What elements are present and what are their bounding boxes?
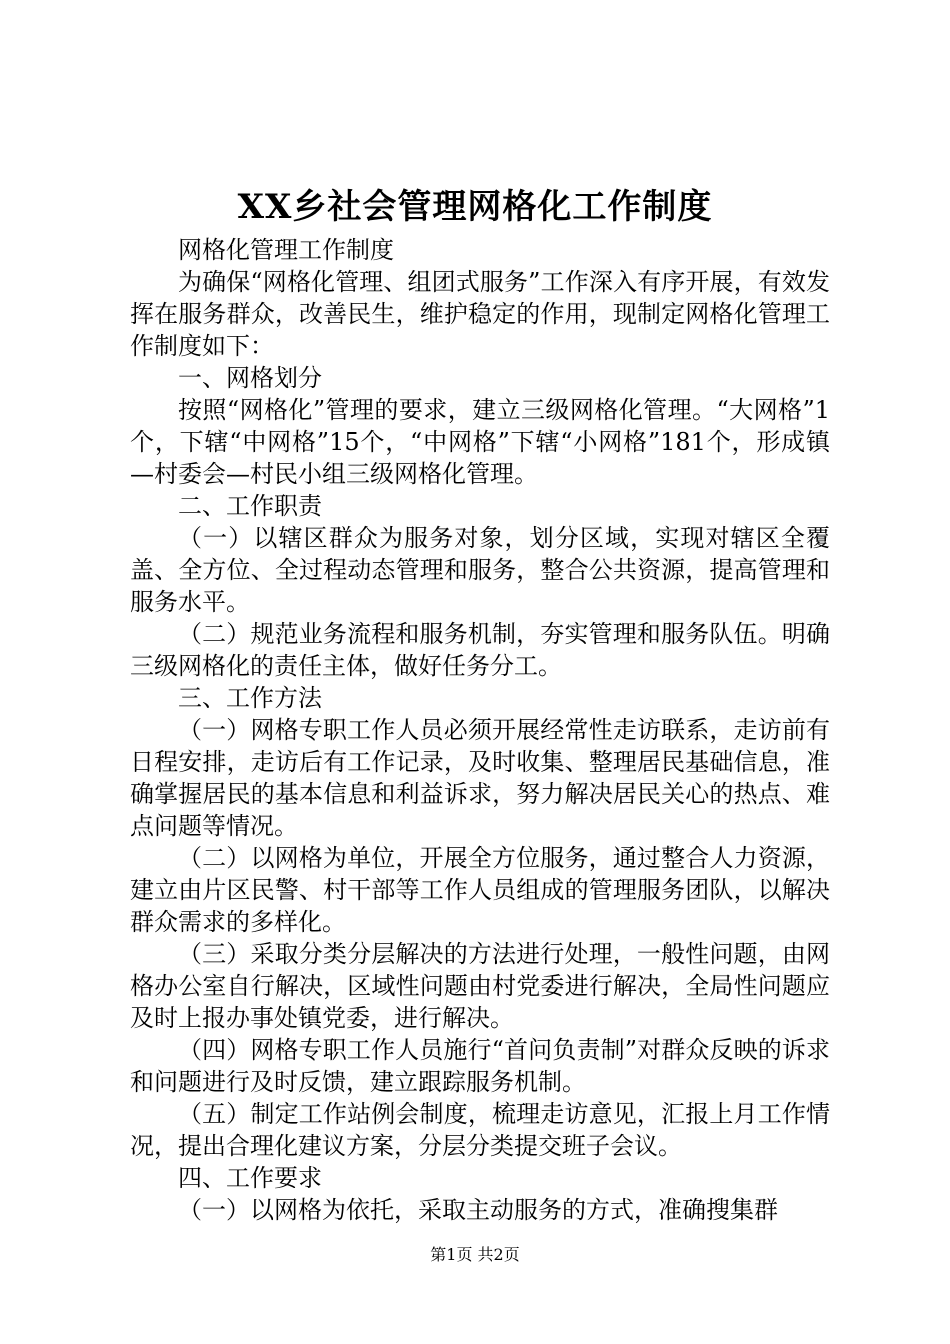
section-heading-4: 四、工作要求	[178, 1164, 322, 1192]
section-heading-3: 三、工作方法	[178, 684, 322, 712]
page-footer: 第1页 共2页	[430, 1245, 520, 1264]
document-body	[130, 234, 830, 1226]
paragraph: （五）制定工作站例会制度，梳理走访意见，汇报上月工作情况，提出合理化建议方案，分层分类提交班子会议。	[130, 1100, 830, 1160]
paragraph: 按照“网格化”管理的要求，建立三级网格化管理。“大网格”1个，下辖“中网格”15个，“中网格”下辖“小网格”181个，形成镇—村委会—村民小组三级网格化管理。	[130, 396, 830, 488]
document-title: XX乡社会管理网格化工作制度	[237, 187, 713, 227]
paragraph: （一）以辖区群众为服务对象，划分区域，实现对辖区全覆盖、全方位、全过程动态管理和服务，整合公共资源，提高管理和服务水平。	[130, 524, 830, 616]
paragraph-subtitle: 网格化管理工作制度	[178, 236, 394, 264]
paragraph: （三）采取分类分层解决的方法进行处理，一般性问题，由网格办公室自行解决，区域性问题由村党委进行解决，全局性问题应及时上报办事处镇党委，进行解决。	[130, 940, 830, 1032]
section-heading-1: 一、网格划分	[178, 364, 322, 392]
paragraph-intro: 为确保“网格化管理、组团式服务”工作深入有序开展，有效发挥在服务群众，改善民生，维护稳定的作用，现制定网格化管理工作制度如下：	[130, 268, 830, 360]
section-heading-2: 二、工作职责	[178, 492, 322, 520]
paragraph: （一）网格专职工作人员必须开展经常性走访联系，走访前有日程安排，走访后有工作记录，及时收集、整理居民基础信息，准确掌握居民的基本信息和利益诉求，努力解决居民关心的热点、难点问题等情况。	[130, 716, 830, 840]
paragraph: （二）规范业务流程和服务机制，夯实管理和服务队伍。明确三级网格化的责任主体，做好任务分工。	[130, 620, 830, 680]
paragraph: （二）以网格为单位，开展全方位服务，通过整合人力资源，建立由片区民警、村干部等工作人员组成的管理服务团队，以解决群众需求的多样化。	[130, 844, 830, 936]
paragraph: （四）网格专职工作人员施行“首问负责制”对群众反映的诉求和问题进行及时反馈，建立跟踪服务机制。	[130, 1036, 830, 1096]
paragraph: （一）以网格为依托，采取主动服务的方式，准确搜集群	[178, 1196, 778, 1224]
